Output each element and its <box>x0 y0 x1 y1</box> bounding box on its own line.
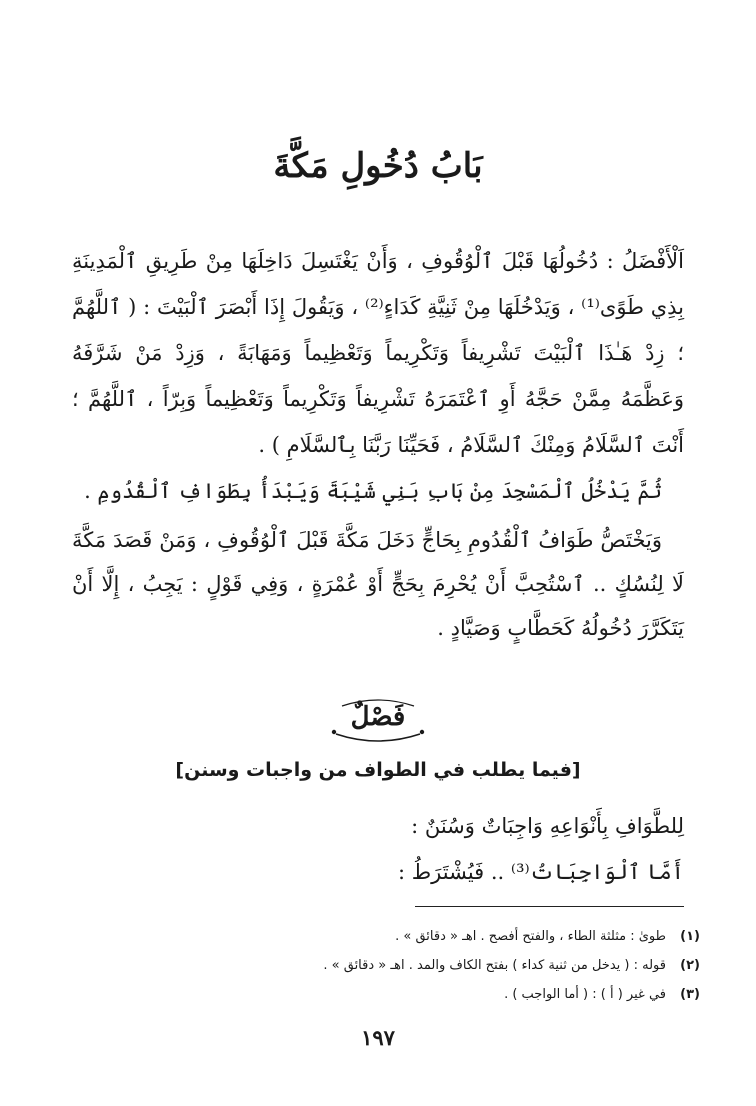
footnote-item <box>120 951 700 980</box>
footnote-text: قوله : ( يدخل من ثنية كداء ) بفتح الكاف والمد . اهـ « دقائق » . <box>323 958 666 973</box>
footnote-item <box>120 980 700 1009</box>
section-ornament-word: فَصْلٌ <box>350 702 406 732</box>
paragraph-tawaf-qudum <box>72 518 684 650</box>
paragraph-entering-masjid <box>72 468 684 514</box>
footnote-number: (٣) <box>680 987 700 1002</box>
footnote-text: طوىٰ : مثلثة الطاء ، والفتح أفصح . اهـ « دقائق » . <box>395 929 666 944</box>
paragraph-text: اَلْأَفْضَلُ : دُخُولُهَا قَبْلَ ٱلْوُقُوفِ ، وَأَنْ يَغْتَسِلَ دَاخِلَهَا مِنْ طَرِيقِ ٱلْمَدِينَةِ بِذِي طَوًى⁽¹⁾ ، وَيَدْخُلَهَا مِنْ ثَنِيَّةِ كَدَاءٍ⁽²⁾ ، وَيَقُولَ إِذَا أَبْصَرَ ٱلْبَيْتَ : ( ٱللَّهُمَّ ؛ زِدْ هَـٰذَا ٱلْبَيْتَ تَشْرِيفاً وَتَكْرِيماً وَتَعْظِيماً وَمَهَابَةً ، وَزِدْ مَنْ شَرَّفَهُ وَعَظَّمَهُ مِمَّنْ حَجَّهُ أَوِ ٱعْتَمَرَهُ تَشْرِيفاً وَتَكْرِيماً وَتَعْظِيماً وَبِرّاً ، ٱللَّهُمَّ ؛ أَنْتَ ٱلسَّلَامُ وَمِنْكَ ٱلسَّلَامُ ، فَحَيِّنَا رَبَّنَا بِٱلسَّلَامِ ) . <box>72 249 685 457</box>
footnote-divider <box>415 906 684 907</box>
paragraph-text: ثُمَّ يَدْخُلُ ٱلْمَسْجِدَ مِنْ بَابِ بَنِي شَيْبَةَ وَيَبْدَأُ بِطَوَافِ ٱلْقُدُومِ . <box>84 479 662 503</box>
footnotes-list <box>120 922 700 1009</box>
paragraph-text: وَيَخْتَصُّ طَوَافُ ٱلْقُدُومِ بِحَاجٍّ دَخَلَ مَكَّةَ قَبْلَ ٱلْوُقُوفِ ، وَمَنْ قَصَدَ مَكَّةَ لَا لِنُسُكٍ .. ٱسْتُحِبَّ أَنْ يُحْرِمَ بِحَجٍّ أَوْ عُمْرَةٍ ، وَفِي قَوْلٍ : يَجِبُ ، إِلَّا أَنْ يَتَكَرَّرَ دُخُولُهُ كَحَطَّابٍ وَصَيَّادٍ . <box>72 528 684 640</box>
paragraph-entering-makkah <box>72 238 684 468</box>
section-intro-line <box>72 804 684 848</box>
section-wajibat-line <box>72 850 684 894</box>
page-number: ١٩٧ <box>361 1025 395 1050</box>
footnote-text: في غير ( أ ) : ( أما الواجب ) . <box>504 987 666 1002</box>
section-heading: [فيما يطلب في الطواف من واجبات وسنن] <box>175 759 581 781</box>
chapter-title: بَابُ دُخُولِ مَكَّةَ <box>273 146 483 186</box>
paragraph-text: أَمَّا ٱلْوَاجِبَاتُ⁽³⁾ .. فَيُشْتَرَطُ : <box>398 860 684 884</box>
footnote-item <box>120 922 700 951</box>
footnote-number: (١) <box>680 929 700 944</box>
paragraph-text: لِلطَّوَافِ بِأَنْوَاعِهِ وَاجِبَاتٌ وَسُنَنٌ : <box>411 814 684 838</box>
footnote-number: (٢) <box>680 958 700 973</box>
